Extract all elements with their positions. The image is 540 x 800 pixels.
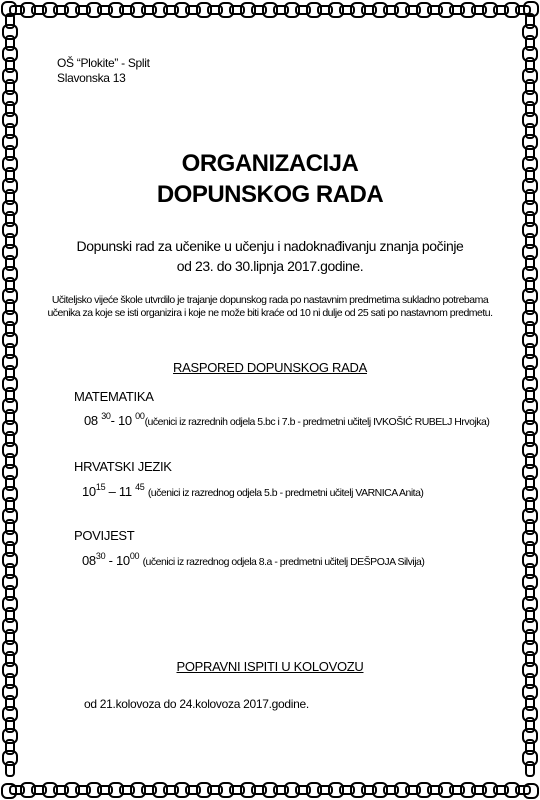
chain-link — [523, 707, 537, 721]
chain-link — [523, 399, 537, 413]
chain-link — [329, 783, 343, 797]
chain-link — [65, 3, 79, 17]
chain-link — [523, 113, 537, 127]
chain-link — [3, 421, 17, 435]
chain-link — [307, 3, 321, 17]
chain-link — [523, 377, 537, 391]
schedule-row-povijest — [82, 551, 424, 568]
chain-link — [3, 641, 17, 655]
chain-link — [524, 2, 538, 16]
chain-link — [523, 619, 537, 633]
notice-line-2: učenika za koje se isti organizira i koje ne može biti kraće od 10 ni dulje od 25 sati po nastavnom predmetu. — [47, 307, 493, 319]
chain-link — [3, 553, 17, 567]
chain-link — [3, 509, 17, 523]
chain-link — [3, 91, 17, 105]
chain-link — [230, 786, 244, 794]
chain-link — [3, 135, 17, 149]
chain-link — [472, 6, 486, 14]
chain-link — [6, 102, 14, 116]
chain-link — [120, 6, 134, 14]
start-hour: 08 — [82, 553, 96, 568]
chain-link — [208, 786, 222, 794]
chain-link — [526, 454, 534, 468]
chain-link — [6, 454, 14, 468]
chain-link — [186, 786, 200, 794]
chain-link — [526, 212, 534, 226]
chain-link — [296, 786, 310, 794]
chain-link — [417, 3, 431, 17]
chain-link — [2, 784, 16, 798]
chain-link — [526, 410, 534, 424]
chain-link — [285, 3, 299, 17]
chain-link — [483, 3, 497, 17]
school-name: OŠ “Plokite” - Split — [57, 56, 150, 70]
chain-link — [526, 608, 534, 622]
chain-link — [351, 783, 365, 797]
chain-link — [76, 6, 90, 14]
chain-link — [523, 597, 537, 611]
chain-link — [6, 762, 14, 776]
chain-link — [65, 783, 79, 797]
chain-link — [373, 783, 387, 797]
chain-link — [6, 630, 14, 644]
chain-link — [3, 399, 17, 413]
chain-link — [10, 6, 24, 14]
chain-link — [3, 751, 17, 765]
chain-link — [6, 36, 14, 50]
chain-link — [526, 344, 534, 358]
chain-link — [526, 80, 534, 94]
class-note: (učenici iz razrednog odjela 8.a - predmetni učitelj DEŠPOJA Silvija) — [142, 556, 425, 568]
chain-link — [483, 783, 497, 797]
chain-link — [142, 786, 156, 794]
chain-link — [3, 597, 17, 611]
chain-link — [164, 786, 178, 794]
intro-paragraph — [0, 236, 540, 276]
chain-link — [21, 3, 35, 17]
chain-link — [3, 25, 17, 39]
time-dash: - — [108, 553, 116, 568]
end-minute: 00 — [129, 551, 140, 561]
chain-link — [526, 14, 534, 28]
chain-link — [526, 630, 534, 644]
chain-link — [175, 783, 189, 797]
chain-link — [3, 729, 17, 743]
chain-link — [241, 783, 255, 797]
chain-link — [526, 586, 534, 600]
chain-link — [6, 498, 14, 512]
chain-link — [526, 762, 534, 776]
chain-link — [32, 786, 46, 794]
title-line-2: DOPUNSKOG RADA — [156, 181, 384, 208]
chain-link — [526, 432, 534, 446]
chain-link — [526, 102, 534, 116]
end-minute: 45 — [135, 482, 145, 492]
chain-link — [3, 443, 17, 457]
chain-link — [263, 783, 277, 797]
chain-link — [131, 783, 145, 797]
chain-link — [6, 696, 14, 710]
chain-link — [3, 707, 17, 721]
chain-link — [10, 786, 24, 794]
chain-link — [3, 531, 17, 545]
chain-link — [263, 3, 277, 17]
start-hour: 10 — [82, 484, 96, 499]
chain-link — [494, 6, 508, 14]
chain-link — [6, 58, 14, 72]
chain-link — [6, 344, 14, 358]
chain-link — [450, 6, 464, 14]
chain-link — [523, 47, 537, 61]
subject-name-matematika: MATEMATIKA — [74, 389, 154, 404]
chain-link — [219, 783, 233, 797]
end-hour: 11 — [118, 484, 132, 499]
end-hour: 10 — [117, 413, 132, 428]
chain-link — [3, 69, 17, 83]
chain-link — [252, 786, 266, 794]
start-minute: 30 — [95, 551, 106, 561]
time-dash: – — [108, 484, 119, 499]
chain-link — [241, 3, 255, 17]
chain-link — [523, 487, 537, 501]
chain-link — [98, 6, 112, 14]
chain-link — [6, 388, 14, 402]
exam-dates: od 21.kolovoza do 24.kolovoza 2017.godine. — [84, 697, 309, 711]
chain-link — [406, 6, 420, 14]
chain-link — [219, 3, 233, 17]
chain-link — [384, 6, 398, 14]
chain-link — [523, 223, 537, 237]
subject-name-hrvatski-jezik: HRVATSKI JEZIK — [74, 459, 172, 474]
chain-link — [175, 3, 189, 17]
exam-heading: POPRAVNI ISPITI U KOLOVOZU — [176, 659, 364, 674]
chain-link — [186, 6, 200, 14]
chain-link — [3, 377, 17, 391]
chain-link — [523, 553, 537, 567]
page-title — [0, 148, 540, 210]
class-note: (učenici iz razrednih odjela 5.bc i 7.b - predmetni učitelj IVKOŠIĆ RUBELJ Hrvojka) — [144, 416, 490, 428]
notice-paragraph — [0, 294, 540, 320]
chain-link — [6, 740, 14, 754]
chain-link — [54, 6, 68, 14]
chain-link — [523, 443, 537, 457]
chain-link — [252, 6, 266, 14]
start-hour: 08 — [84, 413, 98, 428]
chain-link — [285, 783, 299, 797]
chain-link — [523, 751, 537, 765]
title-line-1: ORGANIZACIJA — [181, 150, 359, 177]
chain-link — [526, 696, 534, 710]
chain-link — [3, 575, 17, 589]
chain-link — [461, 783, 475, 797]
chain-link — [526, 322, 534, 336]
schedule-row-hrvatski-jezik — [82, 482, 423, 499]
chain-link — [6, 718, 14, 732]
time-dash: - — [110, 413, 118, 428]
end-hour: 10 — [115, 553, 130, 568]
chain-link — [230, 6, 244, 14]
chain-link — [3, 333, 17, 347]
chain-link — [318, 786, 332, 794]
chain-link — [3, 223, 17, 237]
chain-link — [523, 685, 537, 699]
chain-link — [6, 212, 14, 226]
chain-link — [120, 786, 134, 794]
notice-line-1: Učiteljsko vijeće škole utvrdilo je trajanje dopunskog rada po nastavnim predmetima sukladno potrebama — [51, 294, 489, 306]
chain-link — [526, 718, 534, 732]
start-minute: 30 — [101, 411, 111, 421]
chain-link — [505, 783, 519, 797]
chain-link — [54, 786, 68, 794]
chain-link — [76, 786, 90, 794]
chain-link — [3, 47, 17, 61]
chain-link — [526, 36, 534, 50]
chain-link — [472, 786, 486, 794]
chain-link — [373, 3, 387, 17]
chain-link — [526, 542, 534, 556]
chain-link — [494, 786, 508, 794]
school-address: Slavonska 13 — [57, 71, 126, 85]
chain-link — [6, 520, 14, 534]
chain-link — [87, 783, 101, 797]
chain-link — [395, 783, 409, 797]
chain-link — [296, 6, 310, 14]
chain-link — [362, 6, 376, 14]
chain-link — [32, 6, 46, 14]
chain-link — [6, 432, 14, 446]
chain-link — [3, 487, 17, 501]
schedule-row-matematika — [84, 411, 489, 428]
chain-link — [131, 3, 145, 17]
chain-link — [6, 322, 14, 336]
intro-line-1: Dopunski rad za učenike u učenju i nadoknađivanju znanja počinje — [76, 238, 464, 254]
schedule-heading: RASPORED DOPUNSKOG RADA — [173, 360, 367, 375]
chain-link — [6, 674, 14, 688]
chain-link — [142, 6, 156, 14]
chain-link — [526, 564, 534, 578]
chain-link — [428, 786, 442, 794]
chain-link — [439, 3, 453, 17]
chain-link — [526, 674, 534, 688]
chain-link — [362, 786, 376, 794]
class-note: (učenici iz razrednog odjela 5.b - predmetni učitelj VARNICA Anita) — [147, 487, 424, 499]
chain-link — [6, 124, 14, 138]
chain-link — [307, 783, 321, 797]
chain-link — [340, 6, 354, 14]
chain-link — [274, 6, 288, 14]
chain-link — [208, 6, 222, 14]
chain-link — [109, 3, 123, 17]
chain-link — [526, 740, 534, 754]
chain-link — [351, 3, 365, 17]
school-header — [57, 56, 150, 86]
chain-link — [439, 783, 453, 797]
chain-link — [6, 542, 14, 556]
chain-link — [505, 3, 519, 17]
intro-line-2: od 23. do 30.lipnja 2017.godine. — [176, 258, 364, 274]
chain-link — [6, 80, 14, 94]
chain-link — [43, 3, 57, 17]
chain-link — [523, 421, 537, 435]
chain-link — [461, 3, 475, 17]
chain-link — [526, 278, 534, 292]
chain-link — [523, 729, 537, 743]
chain-link — [6, 14, 14, 28]
chain-link — [21, 783, 35, 797]
chain-link — [153, 783, 167, 797]
chain-link — [526, 124, 534, 138]
chain-link — [6, 564, 14, 578]
chain-link — [523, 135, 537, 149]
chain-link — [526, 520, 534, 534]
chain-link — [450, 786, 464, 794]
start-minute: 15 — [95, 482, 106, 492]
chain-link — [523, 25, 537, 39]
chain-link — [3, 685, 17, 699]
end-minute: 00 — [135, 411, 145, 421]
chain-link — [524, 784, 538, 798]
chain-link — [406, 786, 420, 794]
chain-link — [523, 333, 537, 347]
chain-link — [3, 465, 17, 479]
chain-link — [523, 531, 537, 545]
chain-link — [109, 783, 123, 797]
chain-link — [526, 476, 534, 490]
chain-link — [523, 465, 537, 479]
chain-link — [274, 786, 288, 794]
chain-link — [3, 619, 17, 633]
chain-link — [384, 786, 398, 794]
chain-link — [526, 498, 534, 512]
chain-link — [43, 783, 57, 797]
chain-link — [526, 388, 534, 402]
chain-link — [523, 91, 537, 105]
chain-link — [318, 6, 332, 14]
chain-link — [98, 786, 112, 794]
chain-link — [395, 3, 409, 17]
chain-link — [329, 3, 343, 17]
chain-link — [523, 575, 537, 589]
chain-link — [153, 3, 167, 17]
chain-link — [2, 2, 16, 16]
chain-link — [526, 58, 534, 72]
chain-link — [516, 6, 530, 14]
chain-link — [87, 3, 101, 17]
chain-link — [523, 69, 537, 83]
chain-link — [428, 6, 442, 14]
chain-link — [6, 278, 14, 292]
chain-link — [197, 3, 211, 17]
chain-link — [164, 6, 178, 14]
chain-link — [6, 410, 14, 424]
chain-link — [340, 786, 354, 794]
chain-link — [523, 641, 537, 655]
chain-link — [6, 608, 14, 622]
chain-link — [3, 113, 17, 127]
chain-link — [516, 786, 530, 794]
chain-link — [6, 476, 14, 490]
chain-link — [523, 509, 537, 523]
subject-name-povijest: POVIJEST — [74, 528, 135, 543]
chain-link — [197, 783, 211, 797]
chain-link — [6, 586, 14, 600]
chain-link — [417, 783, 431, 797]
